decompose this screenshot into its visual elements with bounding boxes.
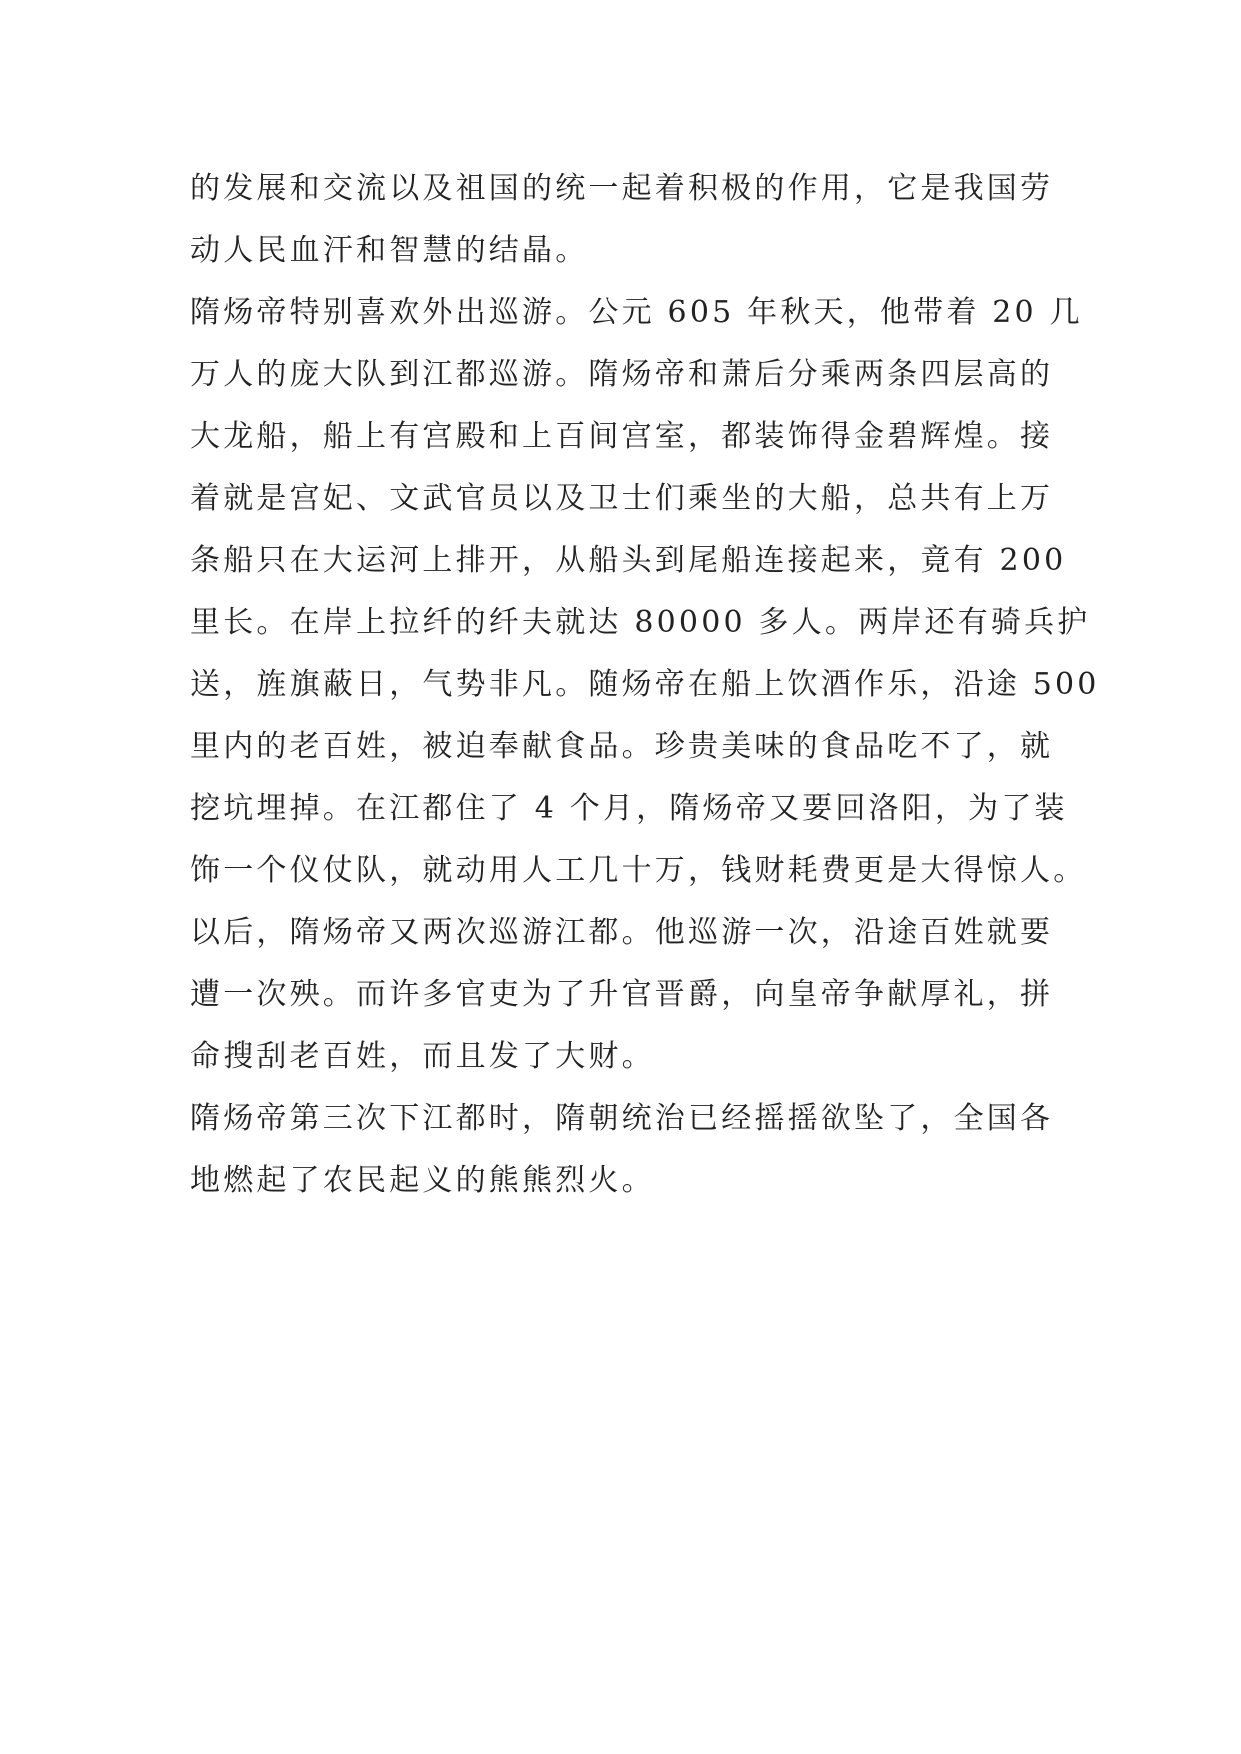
text-line: 隋炀帝特别喜欢外出巡游。公元 605 年秋天，他带着 20 几	[190, 295, 1083, 330]
text-line: 饰一个仪仗队，就动用人工几十万，钱财耗费更是大得惊人。	[190, 853, 1087, 888]
text-line: 挖坑埋掉。在江都住了 4 个月，隋炀帝又要回洛阳，为了装	[190, 791, 1068, 826]
text-line: 命搜刮老百姓，而且发了大财。	[190, 1039, 655, 1074]
text-line: 以后，隋炀帝又两次巡游江都。他巡游一次，沿途百姓就要	[190, 915, 1054, 950]
text-line: 着就是宫妃、文武官员以及卫士们乘坐的大船，总共有上万	[190, 481, 1054, 516]
text-line: 里长。在岸上拉纤的纤夫就达 80000 多人。两岸还有骑兵护	[190, 605, 1091, 640]
text-line: 送，旌旗蔽日，气势非凡。随炀帝在船上饮酒作乐，沿途 500	[190, 667, 1100, 702]
text-line: 条船只在大运河上排开，从船头到尾船连接起来，竟有 200	[190, 543, 1067, 578]
text-line: 大龙船，船上有宫殿和上百间宫室，都装饰得金碧辉煌。接	[190, 419, 1054, 454]
text-line: 里内的老百姓，被迫奉献食品。珍贵美味的食品吃不了，就	[190, 729, 1054, 764]
body-text	[190, 158, 1100, 1212]
text-line: 地燃起了农民起义的熊熊烈火。	[190, 1163, 655, 1198]
text-line: 动人民血汗和智慧的结晶。	[190, 233, 589, 268]
text-line: 遭一次殃。而许多官吏为了升官晋爵，向皇帝争献厚礼，拼	[190, 977, 1054, 1012]
text-line: 万人的庞大队到江都巡游。隋炀帝和萧后分乘两条四层高的	[190, 357, 1054, 392]
text-line: 的发展和交流以及祖国的统一起着积极的作用，它是我国劳	[190, 171, 1054, 206]
text-line: 隋炀帝第三次下江都时，隋朝统治已经摇摇欲坠了，全国各	[190, 1101, 1054, 1136]
